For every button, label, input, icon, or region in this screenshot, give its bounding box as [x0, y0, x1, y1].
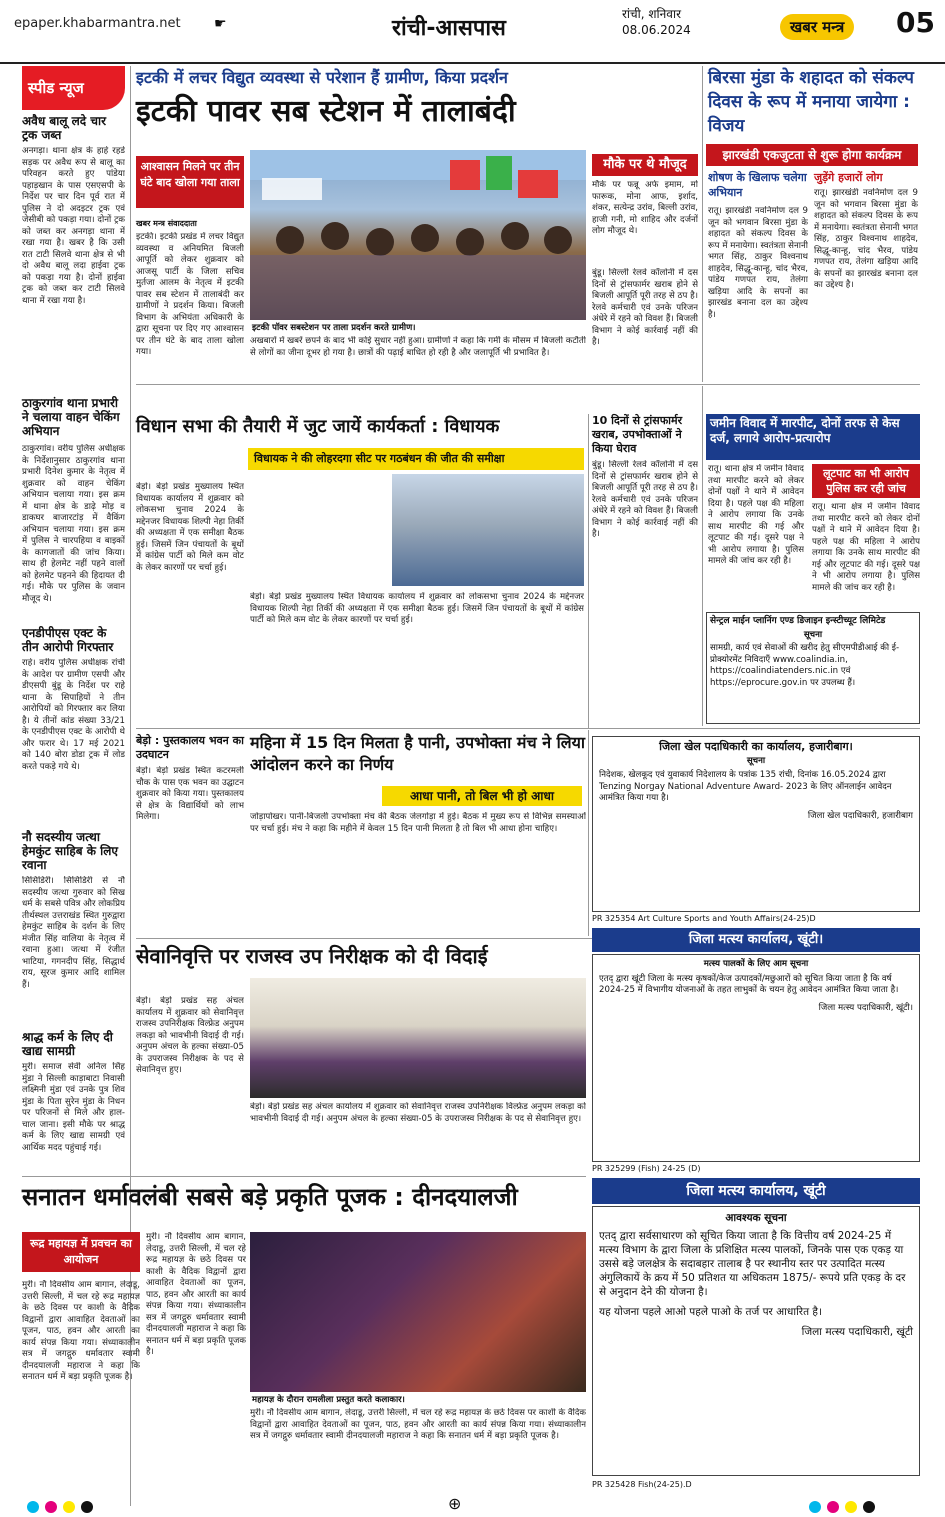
column-rule	[702, 66, 703, 382]
box-title: मौके पर थे मौजूद	[592, 154, 698, 176]
story-kicker: इटकी में लचर विद्युत व्यवस्था से परेशान हैं ग्रामीण, किया प्रदर्शन	[136, 68, 508, 87]
notice-sign: जिला मत्स्य पदाधिकारी, खूंटी।	[818, 1002, 913, 1013]
issue-date: रांची, शनिवार 08.06.2024	[622, 7, 691, 37]
story-body: बेड़ो। बेड़ो प्रखंड स्थित कटरमली चौक के पास एक भवन का उद्घाटन शुक्रवार को किया गया। पुस्तकालय से क्षेत्र के विद्यार्थियों को लाभ मिलेगा।	[136, 766, 244, 822]
notice-sign: जिला खेल पदाधिकारी, हजारीबाग	[807, 810, 913, 821]
farewell-photo	[250, 978, 586, 1098]
brief-title: नौ सदस्यीय जत्था हेमकुंट साहिब के लिए रवाना	[22, 830, 118, 872]
brief-title: ठाकुरगांव थाना प्रभारी ने चलाया वाहन चेकिंग अभियान	[22, 396, 120, 438]
notice-body: सामग्री, कार्य एवं सेवाओं की खरीद हेतु सीएमपीडीआई की ई-प्रोक्योरमेंट निविदाएँ www.coalindia.in, https://coalindiatenders.nic.in एवं https://eprocure.gov.in पर उपलब्ध हैं।	[710, 643, 900, 688]
brief-body: राहे। वरीय पुलिस अधीक्षक रांची के आदेश पर ग्रामीण एसपी और डीएसपी बुंडू के निर्देश पर राहे थाना के सिपाहियों ने तीन आरोपियों को गिरफ्तार कर लिया है। ये तीनों कांड संख्या 33/21 के एनडीपीएस एक्ट के आरोपी थे और फरार थे। 17 मई 2021 को 140 बोरा डोडा ट्रक में लोड करते पकड़े गये थे।	[22, 658, 125, 772]
notice-heading: सूचना	[803, 629, 823, 640]
brief-body: सिसिडिरी। सिसिडिरी से नौ सदस्यीय जत्था गुरुवार को सिख धर्म के सबसे पवित्र और लोकप्रिय तीर्थस्थल उत्तराखंड स्थित गुरुद्वारा हेमकुंट साहिब के दर्शन के लिए मंजीत सिंह वालिया के नेतृत्व में रवाना हुआ। जत्था में रंजीत भाटिया, गगनदीप सिंह, सिद्धार्थ राय, सूरज कुमार आदि शामिल हैं।	[22, 876, 125, 990]
pr-number: PR 325299 (Fish) 24-25 (D)	[592, 1164, 701, 1173]
photo-caption: महायज्ञ के दौरान रामलीला प्रस्तुत करते कलाकार।	[252, 1395, 405, 1405]
sports-notice	[592, 736, 920, 912]
story-body: बेड़ो। बेड़ो प्रखंड मुख्यालय स्थित विधायक कार्यालय में शुक्रवार को लोकसभा चुनाव 2024 के मद्देनजर विधायक शिल्पी नेहा तिर्की की अध्यक्षता में एक समीक्षा बैठक हुई। जिसमें जिन पंचायतों के बूथों में कांग्रेस पार्टी को मिले कम वोट के लेकर कारणों पर चर्चा हुई।	[250, 592, 584, 625]
story-headline: बिरसा मुंडा के शहादत को संकल्प दिवस के रूप में मनाया जायेगा : विजय	[708, 68, 914, 136]
notice-heading: आवश्यक सूचना	[725, 1212, 787, 1224]
site-url[interactable]: epaper.khabarmantra.net	[14, 16, 181, 31]
column-rule	[702, 386, 703, 726]
story-body: बेड़ो। बेड़ो प्रखंड मुख्यालय स्थित विधायक कार्यालय में शुक्रवार को लोकसभा चुनाव 2024 के मद्देनजर विधायक शिल्पी नेहा तिर्की की अध्यक्षता में एक समीक्षा बैठक हुई। जिसमें जिन पंचायतों के बूथों में कांग्रेस पार्टी को मिले कम वोट के लेकर कारणों पर चर्चा हुई।	[136, 482, 244, 573]
brief-title: श्राद्ध कर्म के लिए दी खाद्य सामग्री	[22, 1030, 113, 1058]
speed-news-badge: स्पीड न्यूज	[22, 66, 125, 110]
color-registration-marks	[24, 1498, 96, 1517]
section-rule	[22, 1176, 586, 1177]
story-headline: 10 दिनों से ट्रांसफार्मर खराब, उपभोक्ताओं ने किया घेराव	[592, 414, 683, 455]
page-header	[0, 0, 945, 64]
section-rule	[136, 384, 920, 385]
story-tag: आधा पानी, तो बिल भी हो आधा	[382, 786, 582, 806]
column-rule	[588, 414, 589, 728]
story-body: रातू। झारखंडी नवनिर्माण दल 9 जून को भगवान बिरसा मुंडा के शहादत को संकल्प दिवस के रूप में मनायेगा। स्वतंत्रता सेनानी भगत सिंह, ठाकुर विश्वनाथ शाहदेव, सिद्धू-कान्हू, चांद भैरव, पांडेय गणपत राय, तेलंगा खड़िया आदि के सपनों का झारखंड बनाना दल का उद्देश्य है।	[708, 206, 808, 320]
fish-notice-2	[592, 1206, 920, 1476]
notice-body: एतद् द्वारा खूंटी जिला के मत्स्य कृषकों/केज उत्पादकों/मछुआरों को सूचित किया जाता है कि वर्ष 2024-25 में विभागीय योजनाओं के तहत लाभुकों के चयन हेतु आवेदन आमंत्रित किया जाता है।	[599, 973, 899, 995]
story-body: बुंडू। सिल्ली रेलवे कॉलोनी में दस दिनों से ट्रांसफार्मर खराब होने से बिजली आपूर्ति पूरी तरह से ठप है। रेलवे कर्मचारी एवं उनके परिजन अंधेरे में रहने को विवश हैं। बिजली विभाग ने कोई कार्रवाई नहीं की है।	[592, 268, 698, 347]
pr-number: PR 325428 Fish(24-25).D	[592, 1480, 692, 1489]
box-body: मौके पर फन्नू अर्फ इमाम, मो फारूक, मोना आफ, इर्शाद, शंकर, सत्येन्द्र उरांव, बिल्ली उरांव, हाजी गनी, मो शाहिद और दर्जनों लोग मौजूद थे।	[592, 180, 698, 236]
story-tag: रूद्र महायज्ञ में प्रवचन का आयोजन	[22, 1232, 140, 1272]
story-body: इटकी। इटकी प्रखंड में लचर विद्युत व्यवस्था व अनियमित बिजली आपूर्ति को लेकर शुक्रवार को आजसू पार्टी के जिला सचिव मुर्तजा आलम के नेतृत्व में इटकी पावर सब स्टेशन में तालाबंदी कर ग्रामीणों ने प्रदर्शन किया। बिजली विभाग के अभियंता अधिकारी के द्वारा सूचना पर दिए गए आश्वासन पर तीन घंटे के बाद ताला खोला गया।	[136, 232, 244, 357]
notice-body: निदेशक, खेलकूद एवं युवाकार्य निदेशालय के पत्रांक 135 रांची, दिनांक 16.05.2024 द्वारा Tenzing Norgay National Adventure Award- 2023 के लिए ऑनलाईन आवेदन आमंत्रित किया गया है।	[599, 770, 892, 803]
story-body: जोड़ापोखर। पानी-बिजली उपभोक्ता मंच की बैठक जेलगोड़ा में हुई। बैठक में मुख्य रूप से विभिन्न समस्याओं पर चर्चा हुई। मंच ने कहा कि महीने में केवल 15 दिन पानी मिलता है तो बिल भी आधा होना चाहिए।	[250, 812, 586, 834]
pr-number: PR 325354 Art Culture Sports and Youth Affairs(24-25)D	[592, 914, 816, 923]
protest-photo-graphic	[250, 150, 586, 320]
story-body: रातू। झारखंडी नवनिर्माण दल 9 जून को भगवान बिरसा मुंडा के शहादत को संकल्प दिवस के रूप में मनायेगा। स्वतंत्रता सेनानी भगत सिंह, ठाकुर विश्वनाथ शाहदेव, सिद्धू-कान्हू, चांद भैरव, पांडेय गणपत राय, तेलंगा खड़िया आदि के सपनों का झारखंड बनाना दल का उद्देश्य है।	[814, 188, 918, 290]
story-tag: झारखंडी एकजुटता से शुरू होगा कार्यक्रम	[706, 144, 918, 166]
brief-title: एनडीपीएस एक्ट के तीन आरोपी गिरफ्तार	[22, 626, 114, 654]
brief-body: ठाकुरगांव। वरीय पुलिस अधीक्षक के निर्देशानुसार ठाकुरगांव थाना प्रभारी दिनेश कुमार के नेतृत्व में शुक्रवार को वाहन चेकिंग अभियान चलाया गया। इस क्रम में थाना क्षेत्र के डाढ़े मोड़ व डाकघर बाजारटांड़ में वैकिंग अभियान चलाया गया। इस क्रम में पुलिस ने चारपहिया व बाइकों के कागजातों की जांच किया। साथ ही हेलमेट नहीं पहने वालों को हेलमेट पहनने की हिदायत दी गई। मौके पर पुलिस के जवान मौजूद थे।	[22, 444, 125, 604]
section-rule	[136, 728, 920, 729]
brief-body: अनगड़ा। थाना क्षेत्र के हाहे रहडे सड़क पर अवैध रूप से बालू का परिवहन करते हुए पांडेया पहाड़खान के पास एसएसपी के निर्देश पर चार दिन पूर्व रात में पुलिस ने दो अदइटर ट्रक एवं जेसीबी को पकड़ा गया। दोनों ट्रक को जब्त कर अनगड़ा थाना में रखा गया है। खबर है कि उसी रात टाटी सिलवे थाना क्षेत्र से भी दो अवैध बालू लदा हाईवा ट्रक को पकड़ा गया है। दोनों हाईवा ट्रक को जब्त कर टाटी सिलवे थाना में रखा गया है।	[22, 146, 125, 306]
notice-title: सेन्ट्रल माईन प्लानिंग एण्ड डिजाइन इन्स्टीच्यूट लिमिटेड	[710, 616, 886, 626]
crosshair-icon: ⊕	[448, 1494, 462, 1513]
story-headline: सनातन धर्मावलंबी सबसे बड़े प्रकृति पूजक : दीनदयालजी	[22, 1183, 518, 1211]
protest-photo	[250, 150, 586, 320]
story-body: मुरी। नौ दिवसीय आम बागान, लेदाडू, उत्तरी सिल्ली, में चल रहे रूद्र महायज्ञ के छठे दिवस पर काशी के वैदिक विद्वानों द्वारा आवाहित देवताओं का पूजन, पाठ, हवन और आरती का कार्य संपन्न किया गया। संध्याकालीन सत्र में जगद्गुरु धर्मावतार स्वामी दीनदयालजी महाराज ने कहा कि सनातन धर्म में बड़ा प्रकृति पूजक है।	[146, 1232, 246, 1357]
story-headline: विधान सभा की तैयारी में जुट जायें कार्यकर्ता : विधायक	[136, 416, 500, 437]
brief-title: अवैध बालू लदे चार ट्रक जब्त	[22, 114, 106, 142]
brief-body: मुरी। समाज सेवी अनिल सिंह मुंडा ने सिल्ली काड़ाबाटा निवासी लक्ष्मिनी मुंडा एवं उनके पुत्र शिव मुंडा के पिता सुरेन मुंडा के निधन पर परिजनों से मिले और हाल-चाल जाना। इसी मौके पर श्राद्ध कर्म के लिए खाद्य सामग्री एवं आर्थिक मदद पहुंचाई गई।	[22, 1062, 125, 1153]
meeting-photo	[392, 474, 584, 586]
subhead: जुड़ेंगे हजारों लोग	[814, 171, 883, 184]
story-body: रातू। थाना क्षेत्र में जमीन विवाद तथा मारपीट करने को लेकर दोनों पक्षों ने थाने में आवेदन दिया है। पहले पक्ष की महिला ने आरोप लगाया कि उनके साथ मारपीट की गई और लूटपाट की गई। दूसरे पक्ष ने भी आरोप लगाया है। पुलिस मामले की जांच कर रही है।	[812, 502, 920, 593]
notice-heading: सूचना	[746, 755, 766, 766]
story-body: अखबारों में खबरें छपने के बाद भी कोई सुधार नहीं हुआ। ग्रामीणों ने कहा कि गर्मी के मौसम में बिजली कटौती से लोगों का जीना दूभर हो गया है। छात्रों की पढ़ाई बाधित हो रही है और जलापूर्ति भी प्रभावित है।	[250, 336, 586, 358]
notice-sign: जिला मत्स्य पदाधिकारी, खूंटी	[801, 1326, 913, 1338]
subhead: शोषण के खिलाफ चलेगा अभियान	[708, 171, 807, 199]
story-headline: बेड़ो : पुस्तकालय भवन का उदघाटन	[136, 734, 244, 761]
story-body: बेड़ो। बेड़ो प्रखंड सह अंचल कार्यालय में शुक्रवार को सेवानिवृत्त राजस्व उपनिरीक्षक विल्फ्रेड अनुपम लकड़ा को भावभीनी विदाई दी गई। अनुपम अंचल के हल्का संख्या-05 के उपराजस्व निरीक्षक के पद से सेवानिवृत्त हुए।	[250, 1102, 586, 1124]
notice-title: जिला मत्स्य कार्यालय, खूंटी	[592, 1178, 920, 1204]
story-tag: विधायक ने की लोहरदगा सीट पर गठबंधन की जीत की समीक्षा	[248, 448, 584, 470]
notice-title: जिला मत्स्य कार्यालय, खूंटी।	[592, 928, 920, 952]
story-headline: सेवानिवृत्ति पर राजस्व उप निरीक्षक को दी विदाई	[136, 944, 488, 968]
cursor-icon: ☛	[214, 16, 227, 32]
cmpdi-notice	[706, 612, 920, 724]
story-headline: महिना में 15 दिन मिलता है पानी, उपभोक्ता मंच ने लिया आंदोलन करने का निर्णय	[250, 733, 586, 774]
story-headline: जमीन विवाद में मारपीट, दोनों तरफ से केस दर्ज, लगाये आरोप-प्रत्यारोप	[706, 414, 920, 460]
story-body: मुरी। नौ दिवसीय आम बागान, लेदाडू, उत्तरी सिल्ली, में चल रहे रूद्र महायज्ञ के छठे दिवस पर काशी के वैदिक विद्वानों द्वारा आवाहित देवताओं का पूजन, पाठ, हवन और आरती का कार्य संपन्न किया गया। संध्याकालीन सत्र में जगद्गुरु धर्मावतार स्वामी दीनदयालजी महाराज ने कहा कि सनातन धर्म में बड़ा प्रकृति पूजक है।	[250, 1408, 586, 1441]
page-number: 05	[896, 6, 935, 39]
story-body: रातू। थाना क्षेत्र में जमीन विवाद तथा मारपीट करने को लेकर दोनों पक्षों ने थाने में आवेदन दिया है। पहले पक्ष की महिला ने आरोप लगाया कि उनके साथ मारपीट की गई और लूटपाट की गई। दूसरे पक्ष ने भी आरोप लगाया है। पुलिस मामले की जांच कर रही है।	[708, 464, 804, 566]
notice-footer: यह योजना पहले आओ पहले पाओ के तर्ज पर आधारित है।	[599, 1306, 822, 1318]
byline: खबर मन्त्र संवाददाता	[136, 219, 197, 228]
color-registration-marks	[806, 1498, 878, 1517]
brand-logo: खबर मन्त्र	[780, 14, 854, 40]
notice-title: जिला खेल पदाधिकारी का कार्यालय, हजारीबाग।	[659, 740, 853, 753]
story-tag: लूटपाट का भी आरोप पुलिस कर रही जांच	[812, 464, 920, 498]
notice-heading: मत्स्य पालकों के लिए आम सूचना	[703, 959, 809, 969]
section-title: रांची-आसपास	[392, 16, 506, 41]
story-body: मुरी। नौ दिवसीय आम बागान, लेदाडू, उत्तरी सिल्ली, में चल रहे रूद्र महायज्ञ के छठे दिवस पर काशी के वैदिक विद्वानों द्वारा आवाहित देवताओं का पूजन, पाठ, हवन और आरती का कार्य संपन्न किया गया। संध्याकालीन सत्र में जगद्गुरु धर्मावतार स्वामी दीनदयालजी महाराज ने कहा कि सनातन धर्म में बड़ा प्रकृति पूजक है।	[22, 1280, 140, 1382]
story-body: बेड़ो। बेड़ो प्रखंड सह अंचल कार्यालय में शुक्रवार को सेवानिवृत्त राजस्व उपनिरीक्षक विल्फ्रेड अनुपम लकड़ा को भावभीनी विदाई दी गई। अनुपम अंचल के हल्का संख्या-05 के उपराजस्व निरीक्षक के पद से सेवानिवृत्त हुए।	[136, 996, 244, 1075]
story-headline: इटकी पावर सब स्टेशन में तालाबंदी	[136, 94, 516, 129]
column-rule	[588, 730, 589, 936]
notice-body: एतद् द्वारा सर्वसाधारण को सूचित किया जाता है कि वित्तीय वर्ष 2024-25 में मत्स्य विभाग के द्वारा जिला के प्रशिक्षित मत्स्य पालकों, जिनके पास एक एकड़ या उससे बड़े जलक्षेत्र के सदाबहार तालाब है पर स्थानीय स्तर पर उत्पादित मत्स्य अंगुलिकायें के क्रय में 50 प्रतिशत या अधिकतम 1875/- रूपये प्रति एकड़ के दर से अनुदान देने की योजना है।	[599, 1230, 906, 1298]
ramleela-photo	[250, 1232, 586, 1392]
fish-notice	[592, 954, 920, 1162]
story-tag: आश्वासन मिलने पर तीन घंटे बाद खोला गया ताला	[136, 156, 244, 208]
story-body: बुंडू। सिल्ली रेलवे कॉलोनी में दस दिनों से ट्रांसफार्मर खराब होने से बिजली आपूर्ति पूरी तरह से ठप है। रेलवे कर्मचारी एवं उनके परिजन अंधेरे में रहने को विवश हैं। बिजली विभाग ने कोई कार्रवाई नहीं की है।	[592, 460, 698, 539]
photo-caption: इटकी पॉवर सबस्टेशन पर ताला प्रदर्शन करते ग्रामीण।	[252, 323, 416, 333]
